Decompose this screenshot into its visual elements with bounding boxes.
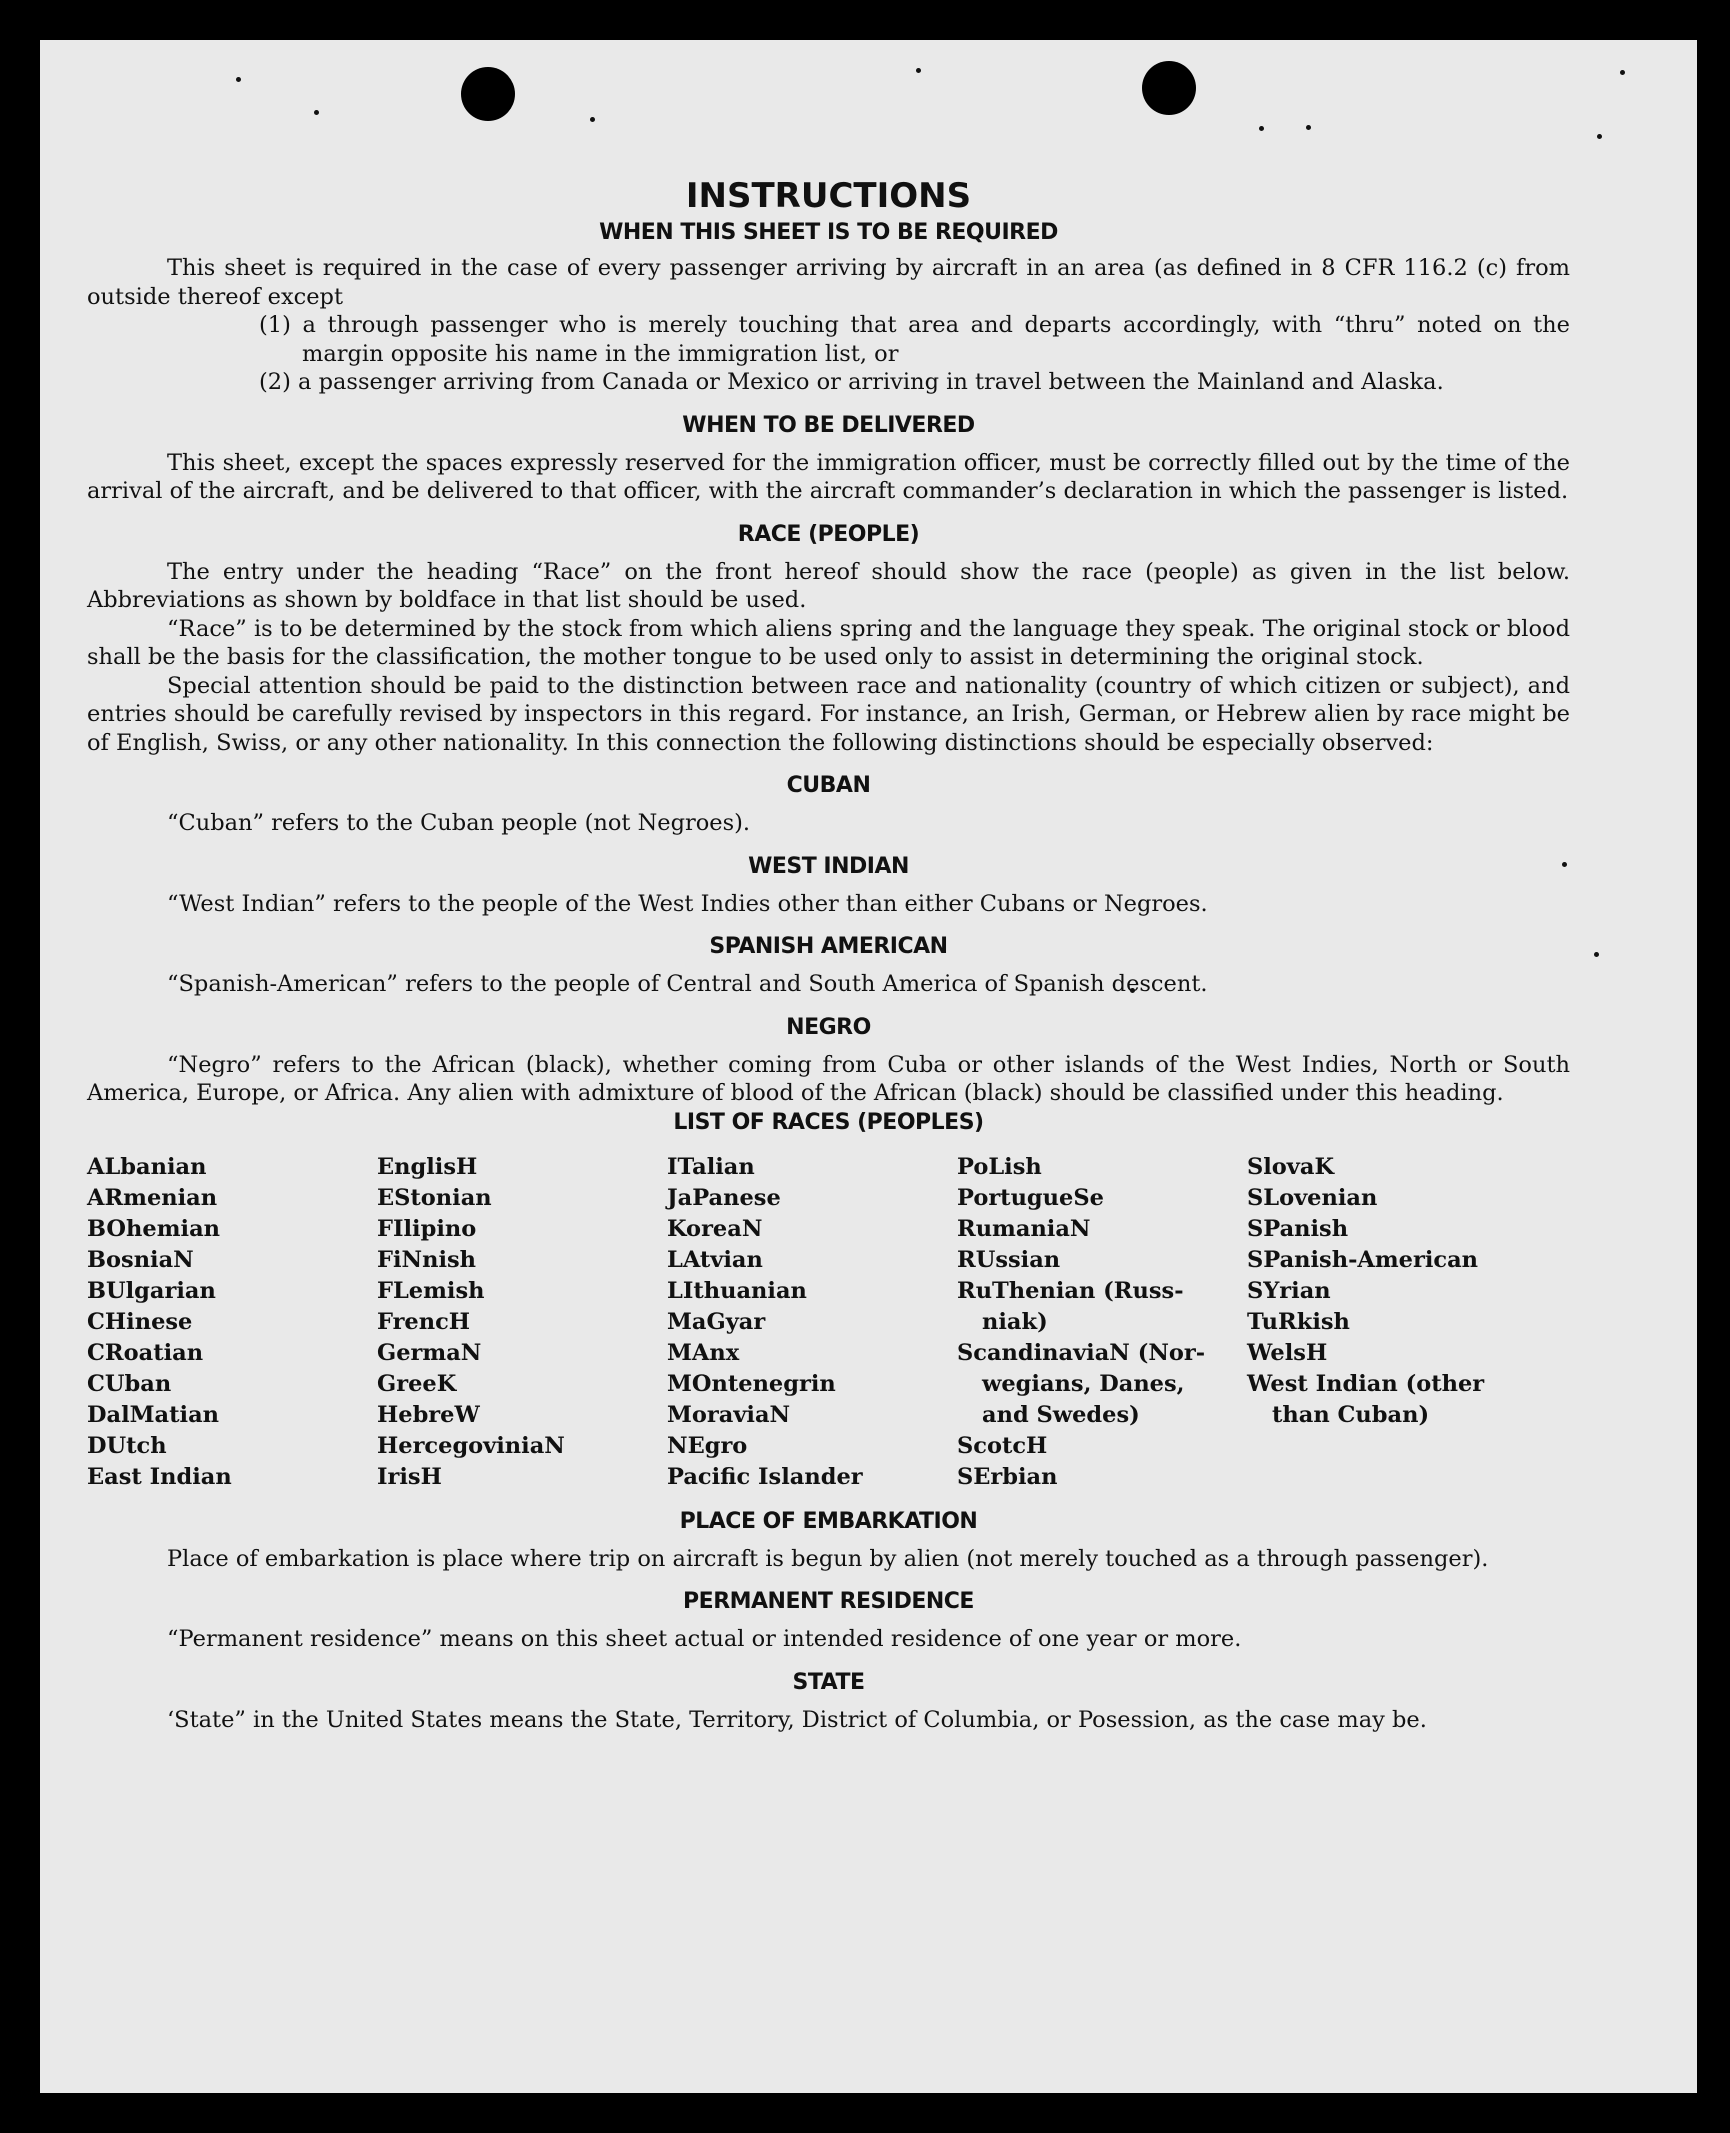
paragraph: “Negro” refers to the African (black), whether coming from Cuba or other islands of the West Indies, North or South America, Europe, or Africa. Any alien with admixture of blood of the African (black) should be classified under this heading. bbox=[87, 1051, 1570, 1106]
race-entry: CRoatian bbox=[87, 1339, 204, 1366]
punch-hole bbox=[461, 67, 515, 121]
section-heading: RACE (PEOPLE) bbox=[737, 521, 920, 547]
race-entry-continued: niak) bbox=[982, 1308, 1048, 1335]
section-heading: NEGRO bbox=[786, 1014, 871, 1040]
race-entry: SLovenian bbox=[1247, 1184, 1378, 1211]
paragraph: “Cuban” refers to the Cuban people (not Negroes). bbox=[167, 810, 751, 836]
race-entry: DalMatian bbox=[87, 1401, 220, 1428]
race-entry: SYrian bbox=[1247, 1277, 1331, 1304]
speck bbox=[590, 117, 595, 122]
race-entry: WelsH bbox=[1247, 1339, 1328, 1366]
race-entry: PoLish bbox=[957, 1153, 1042, 1180]
race-entry: HercegoviniaN bbox=[377, 1432, 565, 1459]
races-column bbox=[87, 1152, 377, 1493]
speck bbox=[1259, 126, 1264, 131]
race-entry: RUssian bbox=[957, 1246, 1061, 1273]
race-entry: EStonian bbox=[377, 1184, 492, 1211]
race-entry-continued: than Cuban) bbox=[1272, 1401, 1430, 1428]
race-entry: HebreW bbox=[377, 1401, 480, 1428]
paragraph: Special attention should be paid to the distinction between race and nationality (country of which citizen or subject), and entries should be carefully revised by inspectors in this regard. For instance, an Irish, German, or Hebrew alien by race might be of English, Swiss, or any other nationality. In this connection the following distinctions should be especially observed: bbox=[87, 672, 1570, 756]
speck bbox=[314, 110, 319, 115]
race-entry: BUlgarian bbox=[87, 1277, 216, 1304]
section-heading: WHEN TO BE DELIVERED bbox=[682, 412, 975, 438]
race-entry: KoreaN bbox=[667, 1215, 763, 1242]
section-heading: PLACE OF EMBARKATION bbox=[679, 1508, 978, 1534]
section-heading: PERMANENT RESIDENCE bbox=[683, 1589, 974, 1614]
race-entry: West Indian (other bbox=[1247, 1370, 1485, 1397]
speck bbox=[1620, 70, 1625, 75]
race-entry: JaPanese bbox=[667, 1184, 781, 1211]
speck bbox=[916, 68, 921, 73]
race-entry: CUban bbox=[87, 1370, 172, 1397]
race-entry: DUtch bbox=[87, 1432, 167, 1459]
instructions-content bbox=[87, 135, 1570, 1734]
paragraph: The entry under the heading “Race” on the front hereof should show the race (people) as given in the list below. Abbreviations as shown by boldface in that list should be used. bbox=[87, 558, 1570, 613]
race-entry: ALbanian bbox=[87, 1153, 207, 1180]
race-entry: FrencH bbox=[377, 1308, 471, 1335]
paragraph: “Race” is to be determined by the stock from which aliens spring and the language they speak. The original stock or blood shall be the basis for the classification, the mother tongue to be used only to assist in determining the original stock. bbox=[87, 615, 1570, 670]
race-entry: ITalian bbox=[667, 1153, 755, 1180]
paragraph: This sheet is required in the case of every passenger arriving by aircraft in an area (as defined in 8 CFR 116.2 (c) from outside thereof except bbox=[87, 255, 1570, 310]
race-entry: EnglisH bbox=[377, 1153, 478, 1180]
paragraph: “West Indian” refers to the people of the West Indies other than either Cubans or Negroes. bbox=[167, 890, 1208, 917]
race-entry: MOntenegrin bbox=[667, 1370, 836, 1397]
section-heading: STATE bbox=[792, 1669, 865, 1695]
race-entry: PortugueSe bbox=[957, 1184, 1104, 1211]
list-item: (2) a passenger arriving from Canada or Mexico or arriving in travel between the Mainland and Alaska. bbox=[259, 369, 1444, 395]
races-heading: LIST OF RACES (PEOPLES) bbox=[673, 1109, 984, 1135]
race-entry: FIlipino bbox=[377, 1215, 477, 1242]
races-column bbox=[667, 1152, 957, 1493]
race-entry: IrisH bbox=[377, 1463, 442, 1490]
section-heading: SPANISH AMERICAN bbox=[709, 934, 948, 959]
race-entry: Pacific Islander bbox=[667, 1463, 863, 1490]
race-entry: MaGyar bbox=[667, 1308, 766, 1335]
paragraph: “Permanent residence” means on this sheet actual or intended residence of one year or more. bbox=[167, 1626, 1242, 1652]
speck bbox=[236, 77, 241, 82]
races-list bbox=[87, 1152, 1570, 1493]
punch-hole bbox=[1142, 61, 1196, 115]
list-item: (1) a through passenger who is merely touching that area and departs accordingly, with “thru” noted on the margin opposite his name in the immigration list, or bbox=[259, 312, 1570, 367]
race-entry: LAtvian bbox=[667, 1246, 763, 1273]
race-entry: ScandinaviaN (Nor- bbox=[957, 1339, 1206, 1366]
race-entry: SPanish bbox=[1247, 1215, 1349, 1242]
race-entry: FiNnish bbox=[377, 1246, 477, 1273]
speck bbox=[1306, 125, 1311, 130]
races-column bbox=[377, 1152, 667, 1493]
paragraph: This sheet, except the spaces expressly reserved for the immigration officer, must be correctly filled out by the time of the arrival of the aircraft, and be delivered to that officer, with the aircraft commander’s declaration in which the passenger is listed. bbox=[87, 449, 1570, 504]
race-entry: BosniaN bbox=[87, 1246, 194, 1273]
race-entry: LIthuanian bbox=[667, 1277, 807, 1304]
speck bbox=[1594, 952, 1599, 957]
race-entry: SErbian bbox=[957, 1463, 1058, 1490]
section-heading: WEST INDIAN bbox=[748, 853, 909, 879]
race-entry: CHinese bbox=[87, 1308, 193, 1335]
race-entry: TuRkish bbox=[1247, 1308, 1350, 1335]
race-entry: MAnx bbox=[667, 1339, 740, 1366]
race-entry-continued: wegians, Danes, bbox=[982, 1370, 1185, 1397]
paragraph: “Spanish-American” refers to the people of Central and South America of Spanish descent. bbox=[167, 971, 1208, 997]
page-title: INSTRUCTIONS bbox=[685, 176, 972, 216]
race-entry: SPanish-American bbox=[1247, 1246, 1479, 1273]
race-entry: BOhemian bbox=[87, 1215, 221, 1242]
race-entry: ScotcH bbox=[957, 1432, 1048, 1459]
section-heading: WHEN THIS SHEET IS TO BE REQUIRED bbox=[599, 220, 1058, 245]
speck bbox=[1597, 134, 1602, 139]
race-entry: ARmenian bbox=[87, 1184, 218, 1211]
race-entry: RumaniaN bbox=[957, 1215, 1091, 1242]
race-entry: East Indian bbox=[87, 1463, 232, 1490]
section-heading: CUBAN bbox=[786, 773, 871, 798]
paragraph: Place of embarkation is place where trip on aircraft is begun by alien (not merely touched as a through passenger). bbox=[167, 1545, 1489, 1572]
races-column bbox=[957, 1152, 1247, 1493]
race-entry: GreeK bbox=[377, 1370, 457, 1397]
paragraph: ‘State” in the United States means the State, Territory, District of Columbia, or Posession, as the case may be. bbox=[167, 1706, 1427, 1733]
race-entry: MoraviaN bbox=[667, 1401, 791, 1428]
race-entry: SlovaK bbox=[1247, 1153, 1335, 1180]
race-entry: FLemish bbox=[377, 1277, 485, 1304]
race-entry-continued: and Swedes) bbox=[982, 1401, 1140, 1428]
race-entry: NEgro bbox=[667, 1432, 748, 1459]
race-entry: RuThenian (Russ- bbox=[957, 1277, 1184, 1304]
races-column bbox=[1247, 1152, 1537, 1493]
race-entry: GermaN bbox=[377, 1339, 482, 1366]
